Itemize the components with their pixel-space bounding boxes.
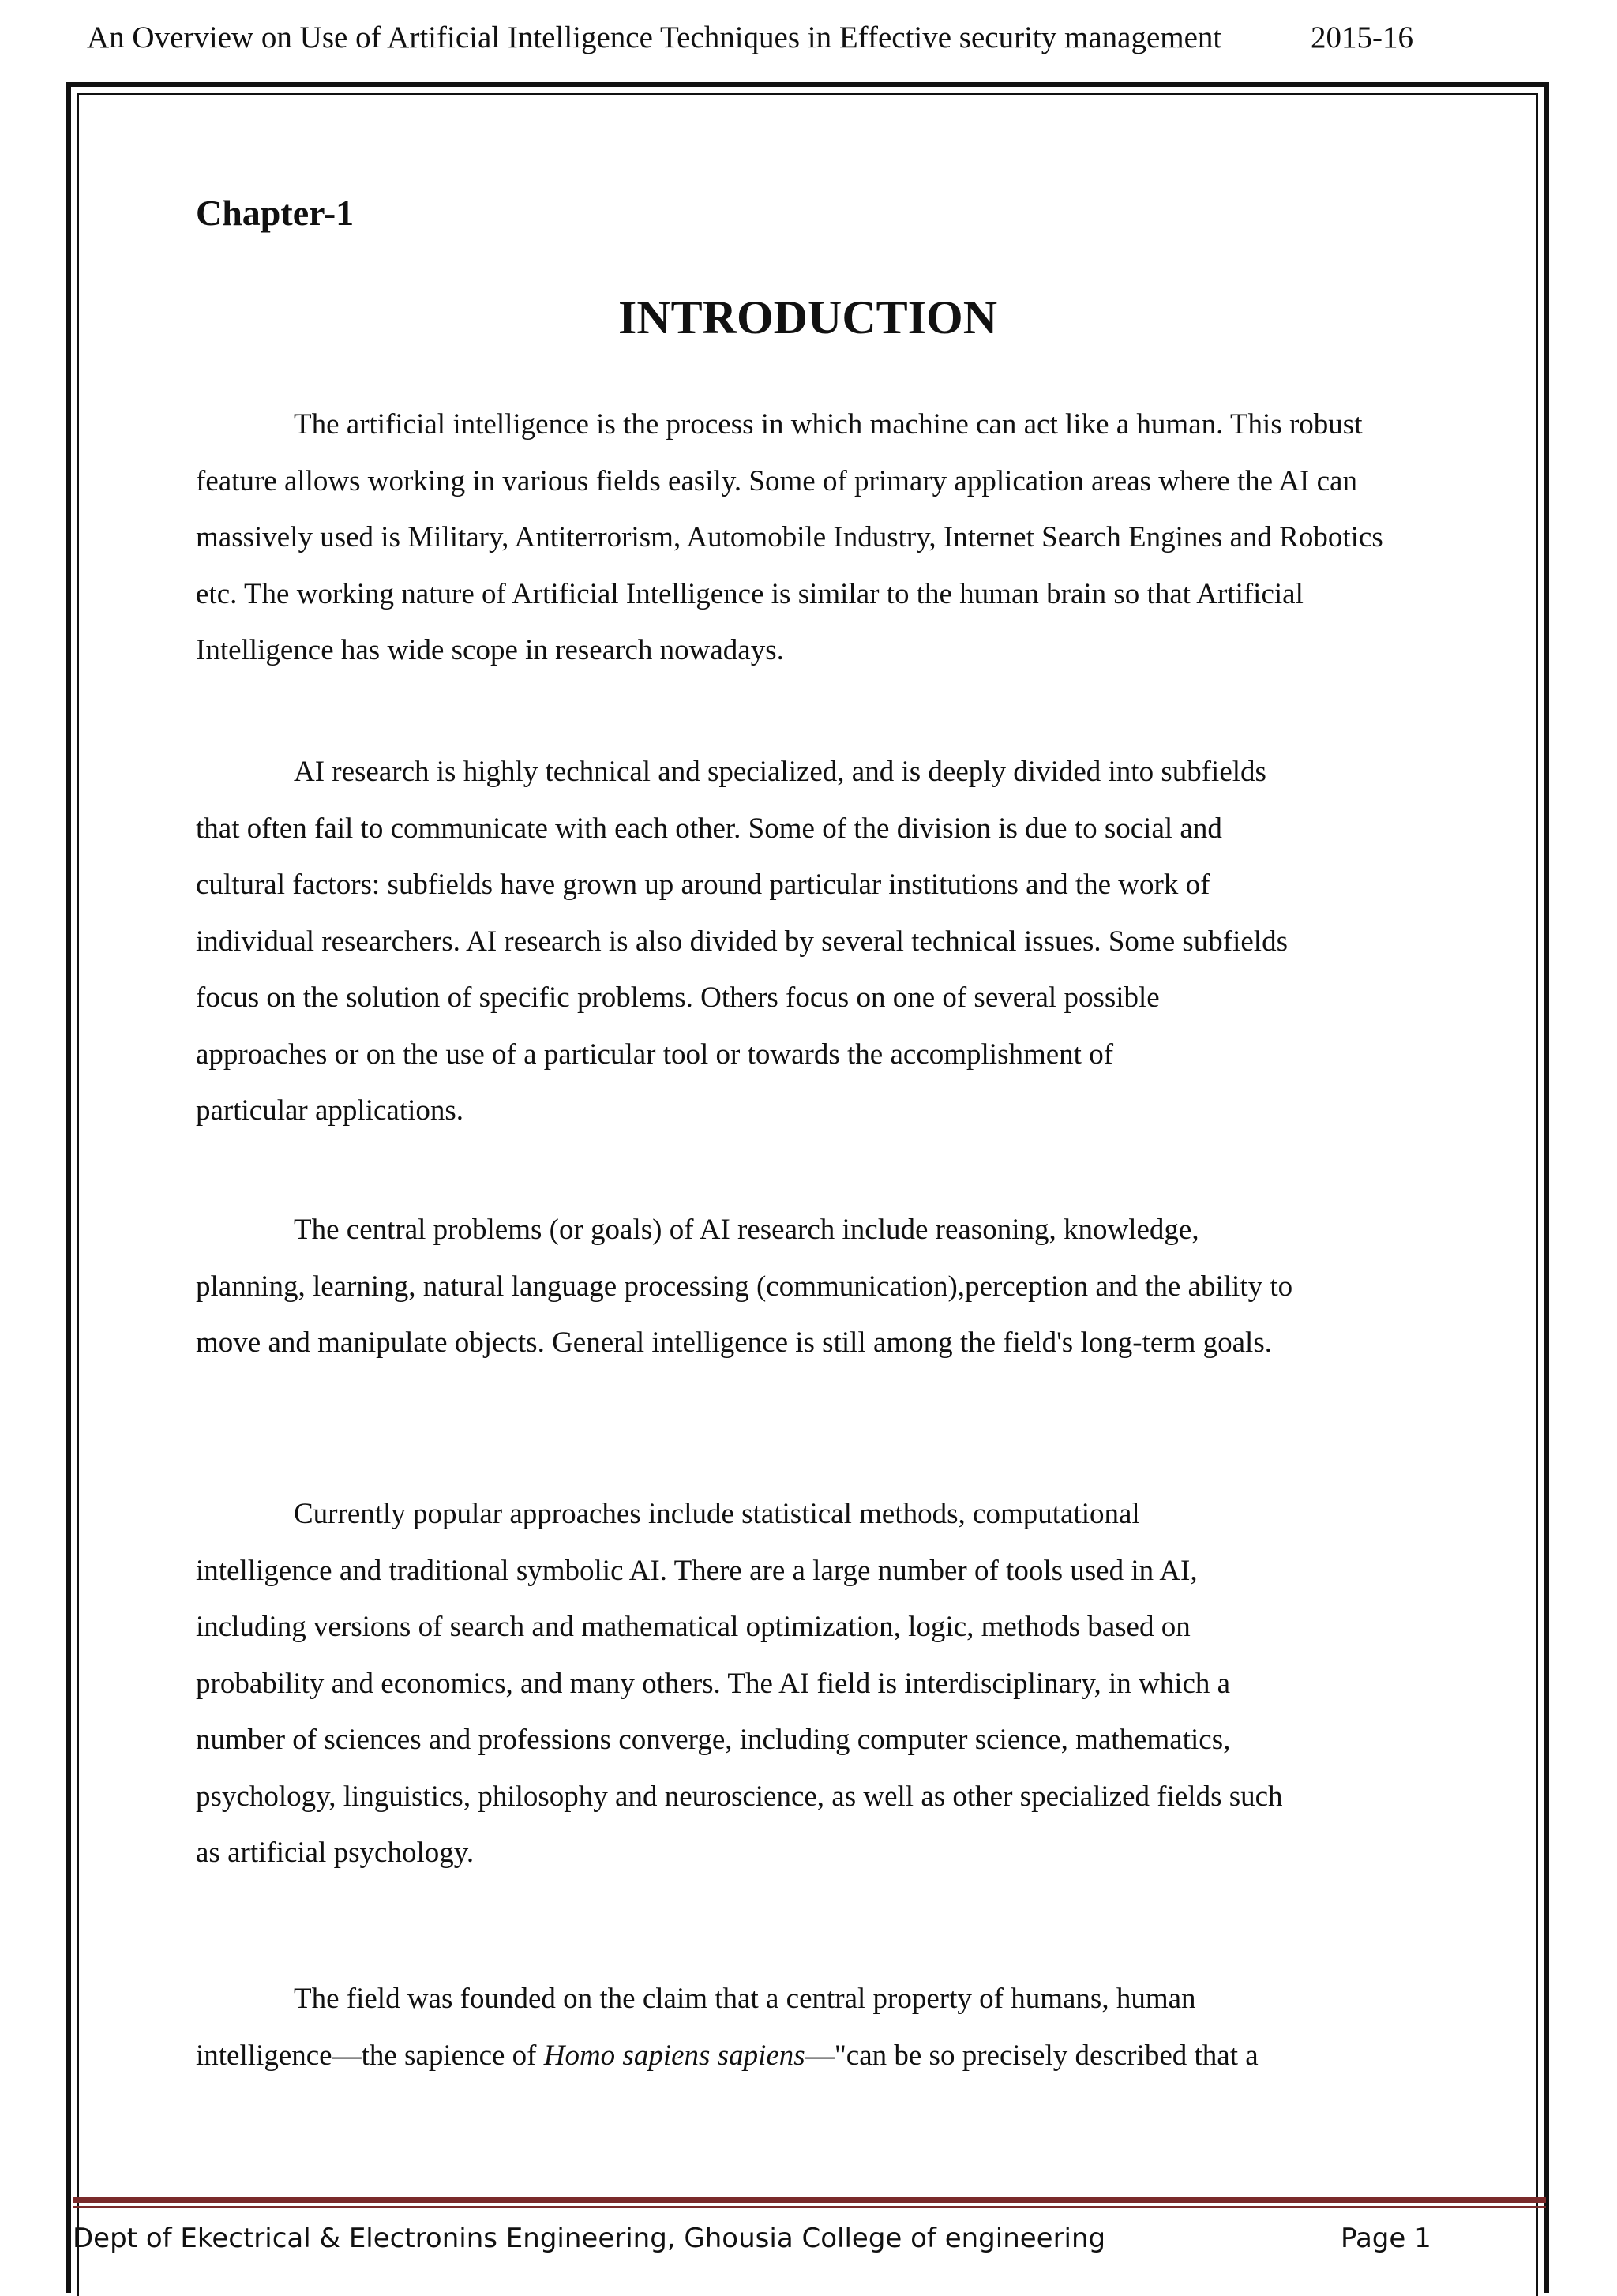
paragraph-2 [196, 744, 1412, 1139]
page-footer [73, 2211, 1546, 2266]
paragraph-3 [196, 1202, 1428, 1371]
paragraph-line: psychology, linguistics, philosophy and neuroscience, as well as other specialized fields such [196, 1780, 1283, 1813]
paragraph-line: The field was founded on the claim that a central property of humans, human [294, 1983, 1196, 2015]
paragraph-line: as artificial psychology. [196, 1836, 475, 1869]
paragraph-line: planning, learning, natural language processing (communication),perception and the ability to [196, 1270, 1293, 1303]
page-content [196, 189, 1530, 2072]
paragraph-line: The artificial intelligence is the process in which machine can act like a human. This robust [294, 408, 1363, 441]
footer-rule [73, 2197, 1546, 2203]
academic-year: 2015-16 [1311, 21, 1413, 54]
paragraph-1 [196, 396, 1483, 679]
paragraph-4 [196, 1486, 1412, 1881]
paragraph-line [196, 2028, 1404, 2084]
paragraph-line: move and manipulate objects. General intelligence is still among the field's long-term goals. [196, 1326, 1272, 1359]
paragraph-line: feature allows working in various fields easily. Some of primary application areas where the AI can [196, 464, 1357, 497]
paragraph-line: cultural factors: subfields have grown up around particular institutions and the work of [196, 869, 1210, 901]
paragraph-line: that often fail to communicate with each other. Some of the division is due to social and [196, 812, 1222, 845]
paragraph-line: massively used is Military, Antiterrorism, Automobile Industry, Internet Search Engines and Robotics [196, 521, 1383, 553]
paragraph-line: probability and economics, and many others. The AI field is interdisciplinary, in which a [196, 1667, 1231, 1700]
paragraph-line: The central problems (or goals) of AI research include reasoning, knowledge, [294, 1214, 1199, 1246]
text-segment: —"can be so precisely described that a [805, 2039, 1259, 2072]
paragraph-line: including versions of search and mathematical optimization, logic, methods based on [196, 1611, 1191, 1643]
paragraph-line: focus on the solution of specific problems. Others focus on one of several possible [196, 981, 1160, 1014]
department-label: Dept of Ekectrical & Electronins Engineering, Ghousia College of engineering [73, 2223, 1106, 2254]
paragraph-line: number of sciences and professions converge, including computer science, mathematics, [196, 1724, 1231, 1756]
paragraph-line: individual researchers. AI research is also divided by several technical issues. Some subfields [196, 925, 1288, 958]
running-header [87, 14, 1429, 62]
section-heading: INTRODUCTION [617, 291, 998, 343]
footer-rule-thin [73, 2206, 1546, 2208]
text-segment: intelligence—the sapience of [196, 2039, 544, 2072]
page-number: Page 1 [1341, 2223, 1431, 2254]
paragraph-line: AI research is highly technical and specialized, and is deeply divided into subfields [294, 756, 1266, 788]
paragraph-line: etc. The working nature of Artificial Intelligence is similar to the human brain so that Artificial [196, 577, 1304, 610]
paragraph-line: Currently popular approaches include statistical methods, computational [294, 1498, 1140, 1530]
paragraph-5 [196, 1971, 1404, 2084]
chapter-label: Chapter-1 [196, 193, 355, 233]
paragraph-line: approaches or on the use of a particular tool or towards the accomplishment of [196, 1037, 1114, 1071]
paragraph-line: Intelligence has wide scope in research nowadays. [196, 634, 784, 666]
species-name: Homo sapiens sapiens [543, 2039, 805, 2072]
paragraph-line: intelligence and traditional symbolic AI. There are a large number of tools used in AI, [196, 1554, 1198, 1587]
paragraph-line: particular applications. [196, 1094, 464, 1127]
document-title: An Overview on Use of Artificial Intelligence Techniques in Effective security management [87, 21, 1222, 54]
